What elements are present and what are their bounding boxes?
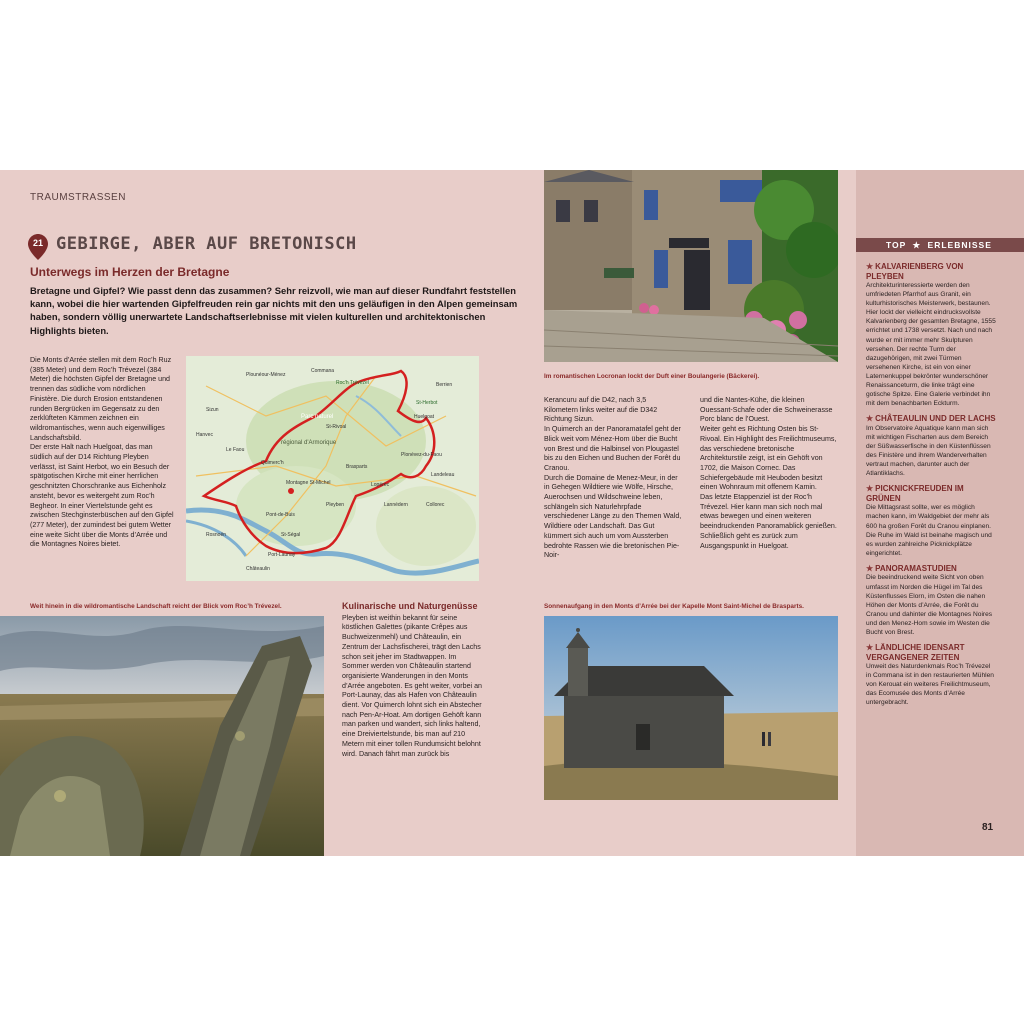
page-number: 81	[982, 822, 994, 833]
map-label: Plonévez-du-Faou	[401, 452, 442, 458]
map-label: Brasparts	[346, 464, 368, 470]
sidebar-item	[866, 262, 996, 408]
paragraph: Durch die Domaine de Menez-Meur, in der in Gehegen Wildtiere wie Wölfe, Hirsche, Auerochsen und Wildschweine leben, schlängeln sich Naturlehrpfade verschiedener Länge zu den Themen Wald, Wildtiere oder Landschaft. Das Gut kümmert sich auch um vom Aussterben bedrohte Rassen wie die bretonischen Pie-Noir-	[544, 473, 682, 560]
paragraph: Schließlich geht es zurück zum Ausgangspunkt in Huelgoat.	[700, 531, 798, 550]
intro-paragraph: Bretagne und Gipfel? Wie passt denn das zusammen? Sehr reizvoll, wie man auf dieser Rundfahrt feststellen kann, wobei die hier wartenden Gipfelfreuden rein gar nichts mit den uns geläufigen in den Alpen gemeinsam haben, sondern völlig unerwartete Landschaftserlebnisse mit vielen kulturellen und architektonischen Highlights bieten.	[30, 285, 518, 336]
sidebar-item-title: PANORAMASTUDIEN	[875, 563, 957, 573]
map-label: Sizun	[206, 407, 219, 413]
sidebar-item-text: Die Mittagsrast sollte, wer es möglich machen kann, im Waldgebiet der mehr als 600 ha großen Forêt du Cranou einplanen. Die Ruhe im Wald ist beinahe magisch und es wurden zahlreiche Picknickplätze eingerichtet.	[866, 504, 992, 557]
map-label: Roc'h Trévezel	[336, 380, 369, 386]
sidebar-item	[866, 414, 996, 478]
map-label: Port-Launay	[268, 552, 296, 558]
column-4	[700, 396, 838, 551]
paragraph: und die Nantes-Kühe, die kleinen Ouessant-Schafe oder die Schweinerasse Porc blanc de l’Ouest.	[700, 396, 833, 424]
paragraph: Die Monts d’Arrée stellen mit dem Roc’h Ruz (385 Meter) und dem Roc’h Trévezel (384 Meter) die höchsten Gipfel der Bretagne und trennen das südliche vom nördlichen Finistère. Die durch Erosion entstandenen runden Bergrücken im Gegensatz zu den zerklüfteten Kämmen zeichnen ein wildromantisches, wenn auch eigenwilliges Landschaftsbild.	[30, 356, 172, 442]
map-label: Châteaulin	[246, 566, 270, 572]
star-icon: ★	[866, 643, 874, 653]
map-label: Parc naturel	[301, 414, 334, 420]
caption-village: Im romantischen Locronan lockt der Duft einer Boulangerie (Bäckerei).	[544, 373, 760, 380]
page-subtitle: Unterwegs im Herzen der Bretagne	[30, 265, 230, 279]
photo-chapel	[544, 616, 838, 800]
column-3	[544, 396, 682, 561]
map-label: St-Rivoal	[326, 424, 347, 430]
star-icon: ★	[912, 240, 922, 250]
paragraph: Kerancuru auf die D42, nach 3,5 Kilometern links weiter auf die D342 Richtung Sizun.	[544, 396, 658, 424]
sidebar-item-text: Die beeindruckend weite Sicht von oben umfasst im Norden die Hügel im Tal des Küstenflusses Elorn, im Osten die nahen Höhen der Monts d’Arrée, die Forêt du Cranou und dahinter die Montagnes Noires und den Menez-Hom sowie im Westen die Bucht von Brest.	[866, 574, 993, 636]
paragraph: Der erste Halt nach Huelgoat, das man südlich auf der D14 Richtung Pleyben verlässt, ist Saint Herbot, wo ein Besuch der spätgotischen Kirche mit einer herrlichen geschnitzten Chorschranke aus Eichenholz ansteht, bevor es weitergeht zum Roc’h Begheor. In einer Viertelstunde geht es zwischen Stechginsterbüschen auf den Gipfel (277 Meter), der zumindest bei gutem Wetter eine weite Sicht über die Monts d’Arrée und die Montagnes Noires bietet.	[30, 443, 174, 549]
route-map	[186, 356, 479, 581]
banner-label-right: ERLEBNISSE	[927, 240, 992, 250]
sidebar-item-text: Im Observatoire Aquatique kann man sich mit wichtigen Fischarten aus dem Bereich der Süßwasserfische in den Küstenflüssen des Finistère und ihrem Wanderverhalten vertraut machen, darunter auch der Atlantiklachs.	[866, 424, 991, 478]
sidebar-item-title: KALVARIENBERG VON PLEYBEN	[866, 262, 964, 281]
sidebar-item-title: LÄNDLICHE IDENSART VERGANGENER ZEITEN	[866, 643, 965, 662]
top-experiences-banner	[856, 238, 1024, 252]
sidebar-item-text: Architekturinteressierte werden den umfriedeten Pfarrhof aus Granit, ein kulturhistorisches Meisterwerk, bestaunen. Hier lockt der vielleicht eindrucksvollste Kalvarienberg der gesamten Bretagne, 1555 errichtet und 1738 versetzt. Nach und nach wurde er mit immer mehr Skulpturen versehen. Der rechte Turm der dazugehörigen, mit zwei Türmen versehenen Kirche, ist ein von einer Laternenkuppel bekrönter wunderschöner Renaissanceturm, die linke trägt eine gotische Spitze. Eine Galerie verbindet ihn mit dem benachbarten Eckturm.	[866, 282, 996, 408]
paragraph: Weiter geht es Richtung Osten bis St-Rivoal. Ein Highlight des Freilichtmuseums, das verschiedene bretonische Architekturstile zeigt, ist ein Gehöft von 1702, die Maison Cornec. Das Schiefergebäude mit Heuboden besitzt einen Wohnraum mit offenem Kamin.	[700, 425, 837, 492]
map-label: Quimerc'h	[261, 460, 284, 466]
map-label: St-Ségal	[281, 532, 301, 538]
star-icon: ★	[866, 563, 874, 573]
sidebar-item-title: CHÂTEAULIN UND DER LACHS	[875, 414, 996, 424]
map-label: Pont-de-Buis	[266, 512, 295, 518]
running-head: TRAUMSTRASSEN	[30, 192, 126, 203]
page-title: GEBIRGE, ABER AUF BRETONISCH	[56, 234, 357, 254]
star-icon: ★	[866, 262, 874, 271]
route-number: 21	[32, 238, 43, 248]
map-label: Landeleau	[431, 472, 455, 478]
banner-label-left: TOP	[886, 240, 907, 250]
map-label: Hanvec	[196, 432, 213, 438]
map-label: Le Faou	[226, 447, 245, 453]
sidebar-content	[866, 262, 996, 714]
map-label: Huelgoat	[414, 414, 435, 420]
photo-village	[544, 170, 838, 362]
sidebar-item	[866, 643, 996, 707]
map-label: Pleyben	[326, 502, 345, 508]
paragraph: Das letzte Etappenziel ist der Roc’h Trévezel. Hier kann man sich noch mal etwas bewegen und einen weiteren beeindruckenden Panoramablick genießen.	[700, 493, 837, 531]
section-heading: Kulinarische und Naturgenüsse	[342, 601, 478, 611]
map-label: St-Herbot	[416, 400, 438, 406]
map-label: Lopérec	[371, 482, 390, 488]
star-icon: ★	[866, 414, 874, 424]
map-label: Montagne St-Michel	[286, 480, 331, 486]
photo-landscape	[0, 616, 324, 856]
map-label: Collorec	[426, 502, 445, 508]
caption-chapel: Sonnenaufgang in den Monts d’Arrée bei der Kapelle Mont Saint-Michel de Brasparts.	[544, 603, 804, 610]
magazine-spread	[0, 170, 1024, 856]
paragraph: In Quimerch an der Panoramatafel geht der Blick weit vom Ménez-Hom über die Bucht von Brest und die Halbinsel von Plougastel bis zu den Eichen und Buchen der Forêt du Cranou.	[544, 425, 681, 472]
map-label: Lannédern	[384, 502, 408, 508]
sidebar-item-text: Unweit des Naturdenkmals Roc’h Trévezel in Commana ist in den restaurierten Mühlen von Kerouat ein weiteres Freilichtmuseum, das Ecomusée des Monts d’Arrée untergebracht.	[866, 663, 994, 707]
sidebar-item-title: PICKNICKFREUDEN IM GRÜNEN	[866, 484, 964, 503]
sidebar-item	[866, 564, 996, 637]
column-2	[342, 602, 482, 759]
paragraph: Pleyben ist weithin bekannt für seine köstlichen Galettes (pikante Crêpes aus Buchweizenmehl) und Châteaulin, ein Zentrum der Lachsfischerei, trägt den Lachs schon seit jeher im Stadtwappen. Im Sommer werden von Châteaulin startend organisierte Wanderungen in den Monts d’Arrée angeboten. Es geht weiter, vorbei an Port-Launay, das als Hafen von Châteaulin dient. Vor Quimerch lohnt sich ein Abstecher nach Pen-Ar-Hoat. Am dortigen Gehöft kann man parken und wandert, sich links haltend, eine Dreiviertelstunde, bis man auf 210 Metern mit einer tollen Rundumsicht belohnt wird. Danach fährt man zurück bis	[342, 613, 482, 758]
star-icon: ★	[866, 484, 874, 494]
map-label: Plounéour-Ménez	[246, 372, 286, 378]
map-label: régional d'Armorique	[281, 440, 337, 446]
column-1	[30, 356, 176, 550]
map-label: Commana	[311, 368, 335, 374]
map-label: Berrien	[436, 382, 453, 388]
sidebar-item	[866, 484, 996, 558]
map-label: Rosnoën	[206, 532, 227, 538]
caption-landscape: Weit hinein in die wildromantische Landschaft reicht der Blick vom Roc’h Trévezel.	[30, 603, 282, 610]
